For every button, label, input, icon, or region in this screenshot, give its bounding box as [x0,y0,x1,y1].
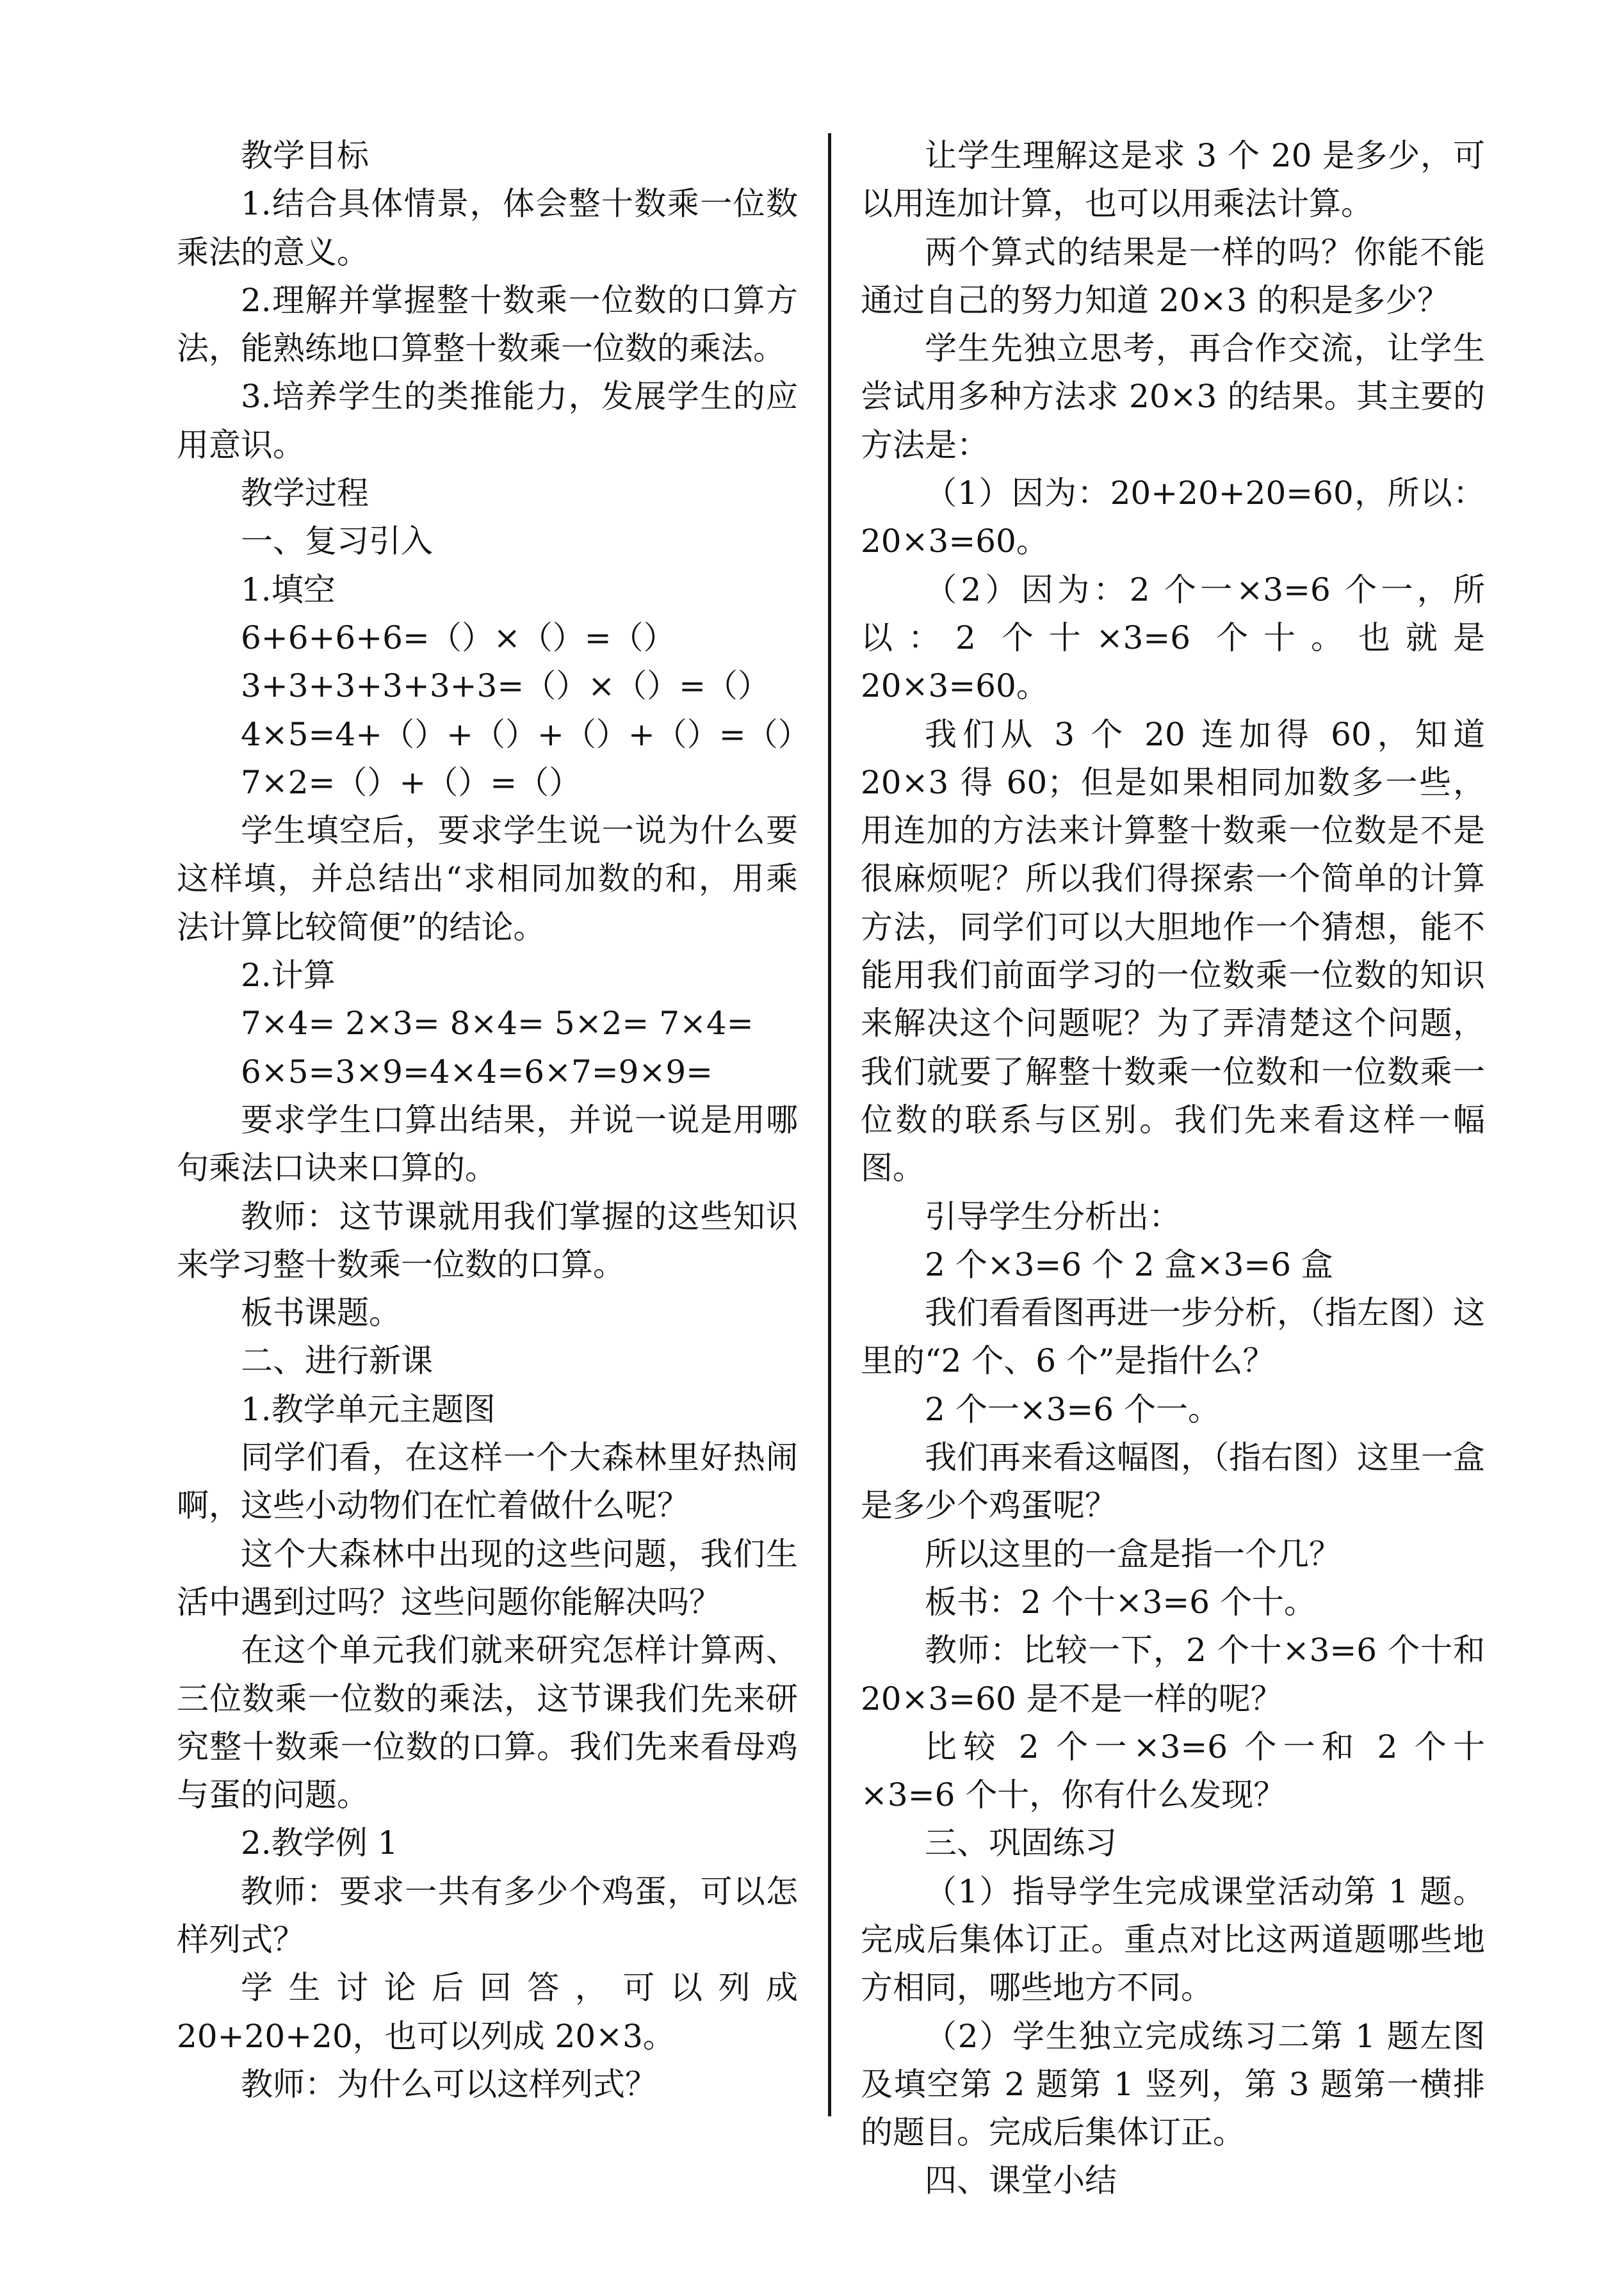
paragraph-same-result: 两个算式的结果是一样的吗？你能不能通过自己的努力知道 20×3 的积是多少？ [861,233,1485,319]
heading-teaching-process: 教学过程 [241,474,369,512]
goal-1: 1.结合具体情景，体会整十数乘一位数乘法的意义。 [177,185,798,271]
paragraph-methods: 学生先独立思考，再合作交流，让学生尝试用多种方法求 20×3 的结果。其主要的方法是： [861,330,1485,464]
fill-blank-2: 3+3+3+3+3+3=（）×（）=（） [241,667,770,705]
paragraph-fill-summary: 学生填空后，要求学生说一说为什么要这样填，并总结出“求相同加数的和，用乘法计算比较简便”的结论。 [177,812,798,946]
calc-row-1: 7×4= 2×3= 8×4= 5×2= 7×4= [241,1005,754,1042]
method-2: （2）因为：2 个一×3=6 个一，所以：2 个十×3=6 个十。也就是 20×3=60。 [861,571,1485,705]
subheading-example-1: 2.教学例 1 [241,1824,398,1862]
paragraph-forest: 同学们看，在这样一个大森林里好热闹啊，这些小动物们在忙着做什么呢？ [177,1439,798,1525]
paragraph-guide: 引导学生分析出： [925,1197,1181,1235]
calc-row-2: 6×5=3×9=4×4=6×7=9×9= [241,1053,713,1091]
section-review: 一、复习引入 [241,523,433,560]
subheading-fill-blank: 1.填空 [241,571,336,608]
paragraph-board-title: 板书课题。 [241,1294,401,1332]
fill-blank-3: 4×5=4+（）+（）+（）+（）=（） [241,715,810,753]
paragraph-box-meaning: 所以这里的一盒是指一个几？ [925,1535,1341,1573]
paragraph-teacher-intro: 教师：这节课就用我们掌握的这些知识来学习整十数乘一位数的口算。 [177,1197,798,1283]
paragraph-understand: 让学生理解这是求 3 个 20 是多少，可以用连加计算，也可以用乘法计算。 [861,137,1485,223]
paragraph-right-figure: 我们再来看这幅图，（指右图）这里一盒是多少个鸡蛋呢？ [861,1439,1485,1525]
paragraph-explore: 我们从 3 个 20 连加得 60，知道 20×3 得 60；但是如果相同加数多一些，用连加的方法来计算整十数乘一位数是不是很麻烦呢？所以我们得探索一个简单的计算方法，同学们可以大胆地作一个猜想，能不能用我们前面学习的一位数乘一位数的知识来解决这个问题呢？为了弄清楚这个问题，我们就要了解整十数乘一位数和一位数乘一位数的联系与区别。我们先来看这样一幅图。 [861,715,1485,1187]
right-column [861,132,1485,2205]
practice-1: （1）指导学生完成课堂活动第 1 题。完成后集体订正。重点对比这两道题哪些地方相同，哪些地方不同。 [861,1872,1485,2007]
method-1: （1）因为：20+20+20=60，所以：20×3=60。 [861,474,1485,560]
paragraph-mental-calc: 要求学生口算出结果，并说一说是用哪句乘法口诀来口算的。 [177,1101,798,1187]
section-new-lesson: 二、进行新课 [241,1342,433,1380]
left-column [177,132,810,2109]
fill-blank-4: 7×2=（）+（）=（） [241,763,581,801]
paragraph-left-figure: 我们看看图再进一步分析，（指左图）这里的“2 个、6 个”是指什么？ [861,1294,1485,1380]
equation-boxes: 2 个×3=6 个 2 盒×3=6 盒 [925,1245,1333,1283]
paragraph-teacher-why: 教师：为什么可以这样列式？ [241,2065,657,2103]
board-tens: 板书：2 个十×3=6 个十。 [925,1583,1317,1621]
subheading-calculate: 2.计算 [241,957,336,994]
column-divider [828,133,831,2116]
section-practice: 三、巩固练习 [925,1824,1117,1862]
goal-3: 3.培养学生的类推能力，发展学生的应用意识。 [177,378,798,464]
paragraph-student-answer: 学生讨论后回答，可以列成 20+20+20，也可以列成 20×3。 [177,1969,798,2055]
paragraph-forest-questions: 这个大森林中出现的这些问题，我们生活中遇到过吗？这些问题你能解决吗？ [177,1535,798,1621]
equation-ones: 2 个一×3=6 个一。 [925,1390,1221,1428]
section-summary: 四、课堂小结 [925,2162,1117,2200]
fill-blank-1: 6+6+6+6=（）×（）=（） [241,619,676,656]
paragraph-unit-research: 在这个单元我们就来研究怎样计算两、三位数乘一位数的乘法，这节课我们先来研究整十数乘一位数的口算。我们先来看母鸡与蛋的问题。 [177,1632,798,1814]
paragraph-teacher-compare: 教师：比较一下，2 个十×3=6 个十和 20×3=60 是不是一样的呢？ [861,1632,1485,1717]
paragraph-compare-discovery: 比较 2 个一×3=6 个一和 2 个十×3=6 个十，你有什么发现？ [861,1728,1485,1814]
subheading-unit-theme: 1.教学单元主题图 [241,1390,496,1428]
goal-2: 2.理解并掌握整十数乘一位数的口算方法，能熟练地口算整十数乘一位数的乘法。 [177,281,798,368]
paragraph-teacher-eggs: 教师：要求一共有多少个鸡蛋，可以怎样列式？ [177,1872,798,1958]
practice-2: （2）学生独立完成练习二第 1 题左图及填空第 2 题第 1 竖列，第 3 题第一横排的题目。完成后集体订正。 [861,2017,1485,2152]
heading-teaching-goals: 教学目标 [241,137,369,174]
